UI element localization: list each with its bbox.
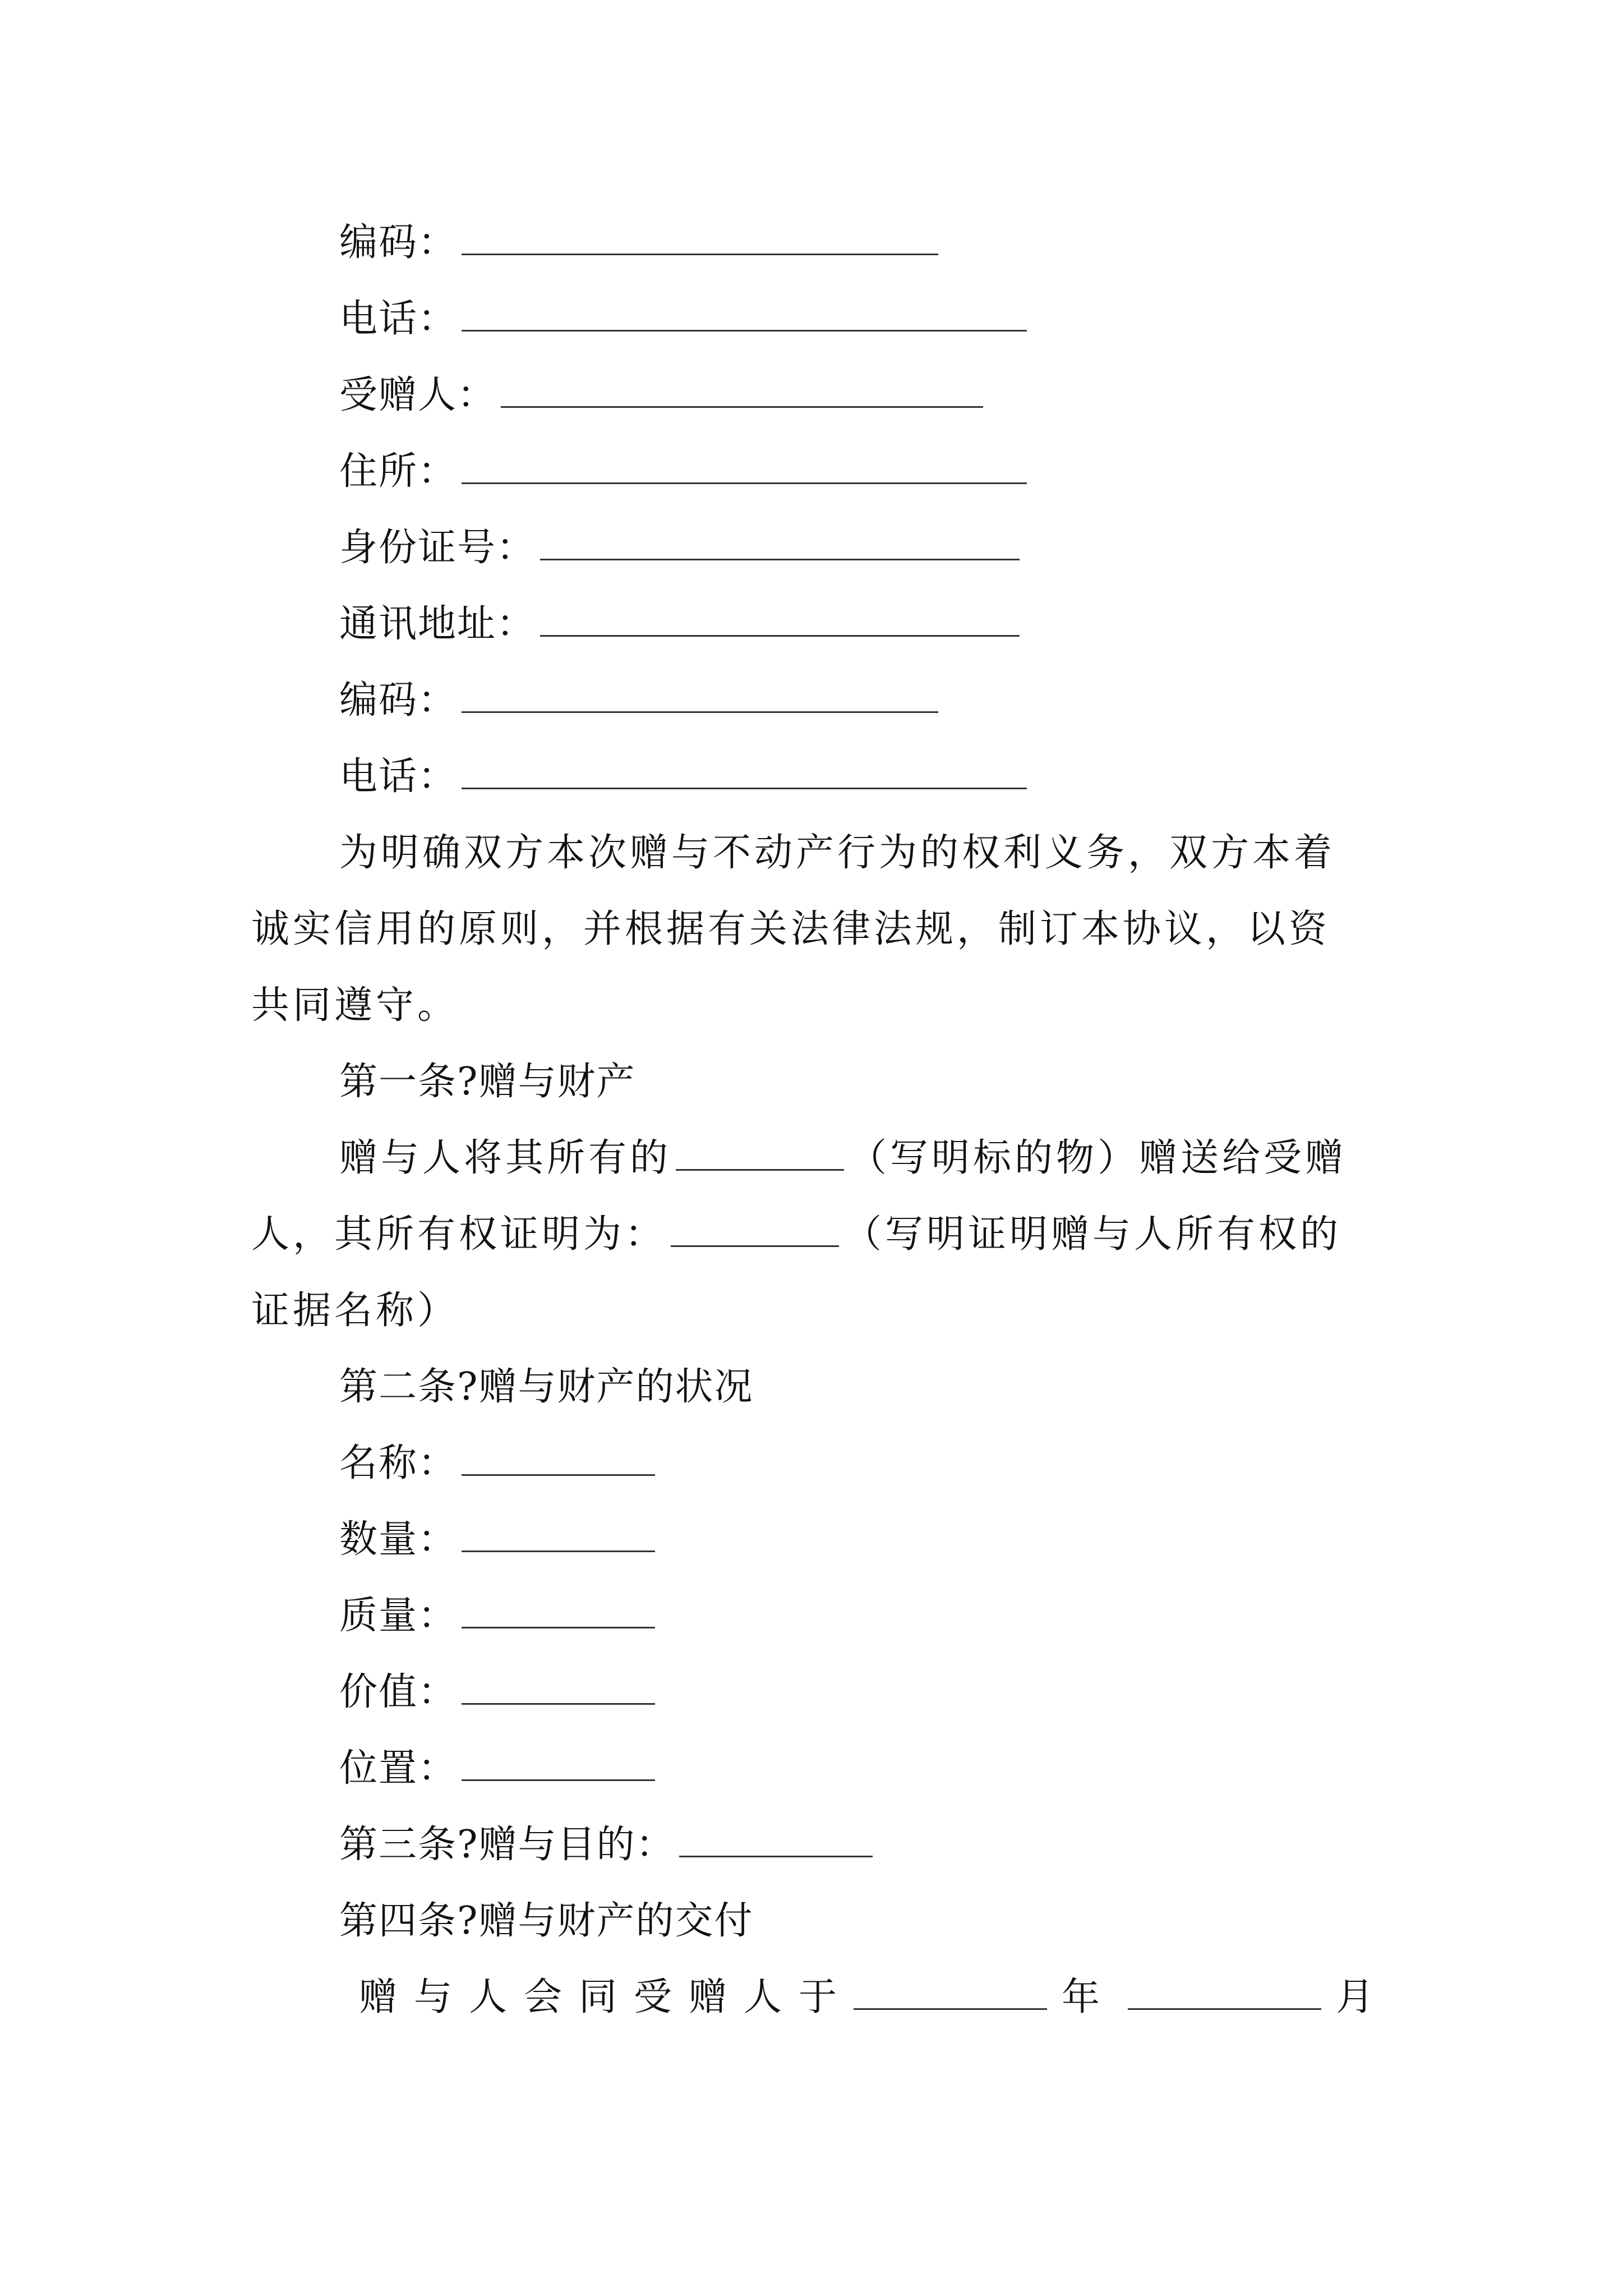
article-1-text-c: 人，其所有权证明为： <box>251 1212 667 1257</box>
donee-postal-code-row <box>339 662 1461 739</box>
donee-postal-code-label: 编码： <box>339 678 458 723</box>
article-2-quantity-row <box>339 1502 1461 1578</box>
preamble-line-2: 诚实信用的原则，并根据有关法律法规，制订本协议，以资 <box>251 907 1331 951</box>
donor-phone-label: 电话： <box>339 297 458 341</box>
article-4-line-1 <box>359 1959 1481 2036</box>
article-2-quantity-field[interactable] <box>462 1521 655 1552</box>
donee-name-row <box>339 357 1461 434</box>
article-2-value-field[interactable] <box>462 1674 655 1705</box>
donee-id-row <box>339 510 1461 586</box>
article-4-year-label: 年 <box>1062 1975 1101 2019</box>
preamble-line-3: 共同遵守。 <box>251 983 459 1028</box>
article-1-line-1 <box>339 1120 1461 1197</box>
article-1-line-2 <box>251 1197 1373 1273</box>
article-2-location-field[interactable] <box>462 1750 655 1781</box>
article-2-quantity-label: 数量： <box>339 1517 458 1562</box>
article-2-quality-label: 质量： <box>339 1594 458 1638</box>
article-3-purpose-field[interactable] <box>679 1826 873 1857</box>
article-1-line-3: 证据名称） <box>251 1289 459 1333</box>
donee-id-label: 身份证号： <box>339 526 536 570</box>
donee-id-field[interactable] <box>540 530 1020 560</box>
article-2-name-row <box>339 1425 1461 1502</box>
donor-phone-field[interactable] <box>462 301 1027 332</box>
article-2-name-field[interactable] <box>462 1445 655 1476</box>
donee-postal-code-field[interactable] <box>462 682 938 713</box>
article-1-text-b: （写明标的物）赠送给受赠 <box>849 1136 1347 1180</box>
donee-phone-field[interactable] <box>462 758 1027 789</box>
donor-phone-row <box>339 281 1461 357</box>
article-4-title: 第四条?赠与财产的交付 <box>339 1899 754 1943</box>
article-1-text-d: （写明证明赠与人所有权的 <box>843 1212 1342 1257</box>
article-2-title: 第二条?赠与财产的状况 <box>339 1365 754 1409</box>
article-4-month-label: 月 <box>1336 1975 1376 2019</box>
article-2-quality-field[interactable] <box>462 1598 655 1628</box>
donee-name-field[interactable] <box>501 377 983 408</box>
article-2-location-row <box>339 1731 1461 1807</box>
donee-address-row <box>339 586 1461 662</box>
donee-residence-field[interactable] <box>462 453 1027 484</box>
article-1-item-field[interactable] <box>676 1140 844 1171</box>
article-4-month-field[interactable] <box>1128 1979 1321 2010</box>
donee-address-label: 通讯地址： <box>339 602 536 646</box>
article-2-name-label: 名称： <box>339 1441 458 1485</box>
article-3-title: 第三条?赠与目的： <box>339 1823 675 1867</box>
article-4-year-field[interactable] <box>854 1979 1047 2010</box>
article-2-value-label: 价值： <box>339 1670 458 1714</box>
donor-postal-code-label: 编码： <box>339 220 458 265</box>
article-1-title: 第一条?赠与财产 <box>339 1060 636 1104</box>
article-4-text-a: 赠与人会同受赠人于 <box>359 1975 854 2019</box>
article-3-row <box>339 1807 1461 1883</box>
article-2-location-label: 位置： <box>339 1746 458 1791</box>
donee-name-label: 受赠人： <box>339 373 497 417</box>
article-1-proof-field[interactable] <box>671 1216 839 1247</box>
donor-postal-code-field[interactable] <box>462 224 938 255</box>
donee-phone-label: 电话： <box>339 754 458 799</box>
article-2-quality-row <box>339 1578 1461 1654</box>
article-2-value-row <box>339 1654 1461 1731</box>
donee-residence-row <box>339 434 1461 510</box>
donee-phone-row <box>339 739 1461 815</box>
article-1-text-a: 赠与人将其所有的 <box>339 1136 672 1180</box>
preamble-line-1: 为明确双方本次赠与不动产行为的权利义务，双方本着 <box>339 831 1336 875</box>
donee-address-field[interactable] <box>540 606 1020 637</box>
donee-residence-label: 住所： <box>339 449 458 494</box>
donor-postal-code-row <box>339 205 1461 281</box>
